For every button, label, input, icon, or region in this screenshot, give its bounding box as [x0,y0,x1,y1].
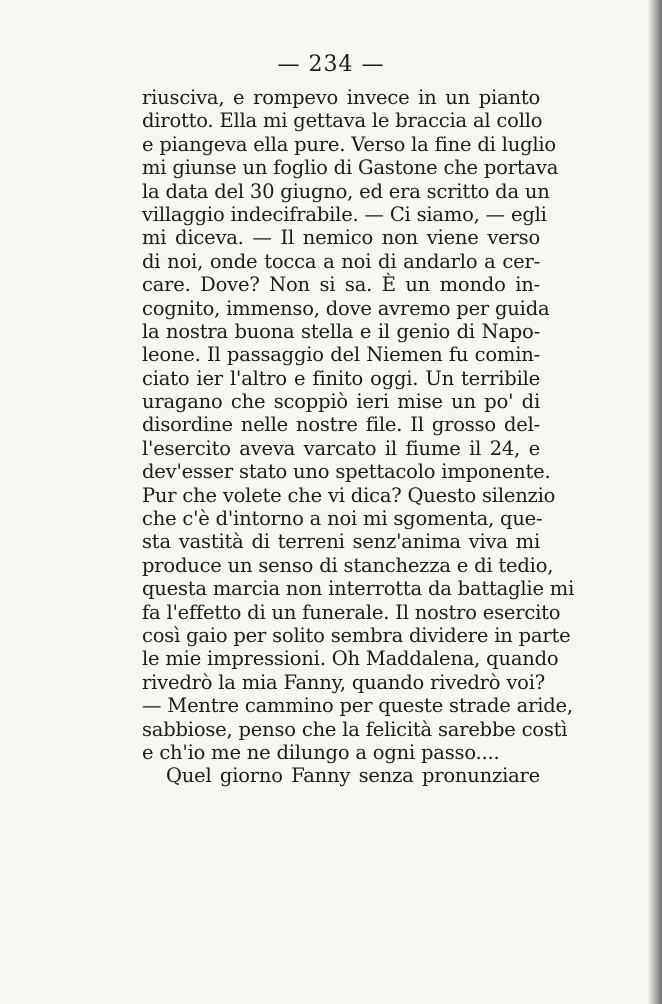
text-line: cognito, immenso, dove avremo per guida [142,296,550,320]
page-edge-shadow [648,0,662,1004]
text-line: uragano che scoppiò ieri mise un po' di [142,390,540,414]
text-line: — Mentre cammino per queste strade aride, [142,694,573,718]
text-line: così gaio per solito sembra dividere in parte [142,623,571,647]
text-line: leone. Il passaggio del Niemen fu comin- [142,343,540,367]
text-line: l'esercito aveva varcato il fiume il 24, e [142,436,540,460]
text-line: la nostra buona stella e il genio di Napo- [142,319,540,343]
body-text [142,86,575,788]
paragraph-start-line: Quel giorno Fanny senza pronunziare [166,764,540,788]
text-line: fa l'effetto di un funerale. Il nostro esercito [142,600,561,624]
text-line: che c'è d'intorno a noi mi sgomenta, que- [142,507,543,531]
text-line: mi diceva. — Il nemico non viene verso [142,226,540,250]
text-line: questa marcia non interrotta da battaglie mi [142,577,575,601]
text-line: dev'esser stato uno spettacolo imponente. [142,460,551,484]
text-line: sta vastità di terreni senz'anima viva mi [142,530,540,554]
text-line: mi giunse un foglio di Gastone che portava [142,156,559,180]
text-line: Pur che volete che vi dica? Questo silenzio [142,483,556,507]
text-line: disordine nelle nostre file. Il grosso del- [142,413,540,437]
text-line: ciato ier l'altro e finito oggi. Un terribile [142,366,540,390]
text-line: care. Dove? Non si sa. È un mondo in- [142,273,540,297]
text-line: e piangeva ella pure. Verso la fine di luglio [142,132,556,156]
page-number: — 234 — [277,52,385,77]
text-line: produce un senso di stanchezza e di tedio, [142,553,554,577]
text-line: dirotto. Ella mi gettava le braccia al collo [142,109,543,133]
text-line: sabbiose, penso che la felicità sarebbe costì [142,717,568,741]
text-line: le mie impressioni. Oh Maddalena, quando [142,647,559,671]
text-line: e ch'io me ne dilungo a ogni passo.... [142,740,500,764]
text-line: la data del 30 giugno, ed era scritto da un [142,179,550,203]
text-line: riusciva, e rompevo invece in un pianto [142,86,540,109]
text-line: di noi, onde tocca a noi di andarlo a cer- [142,249,540,273]
text-line: villaggio indecifrabile. — Ci siamo, — egli [142,202,547,226]
text-line: rivedrò la mia Fanny, quando rivedrò voi? [142,670,545,694]
